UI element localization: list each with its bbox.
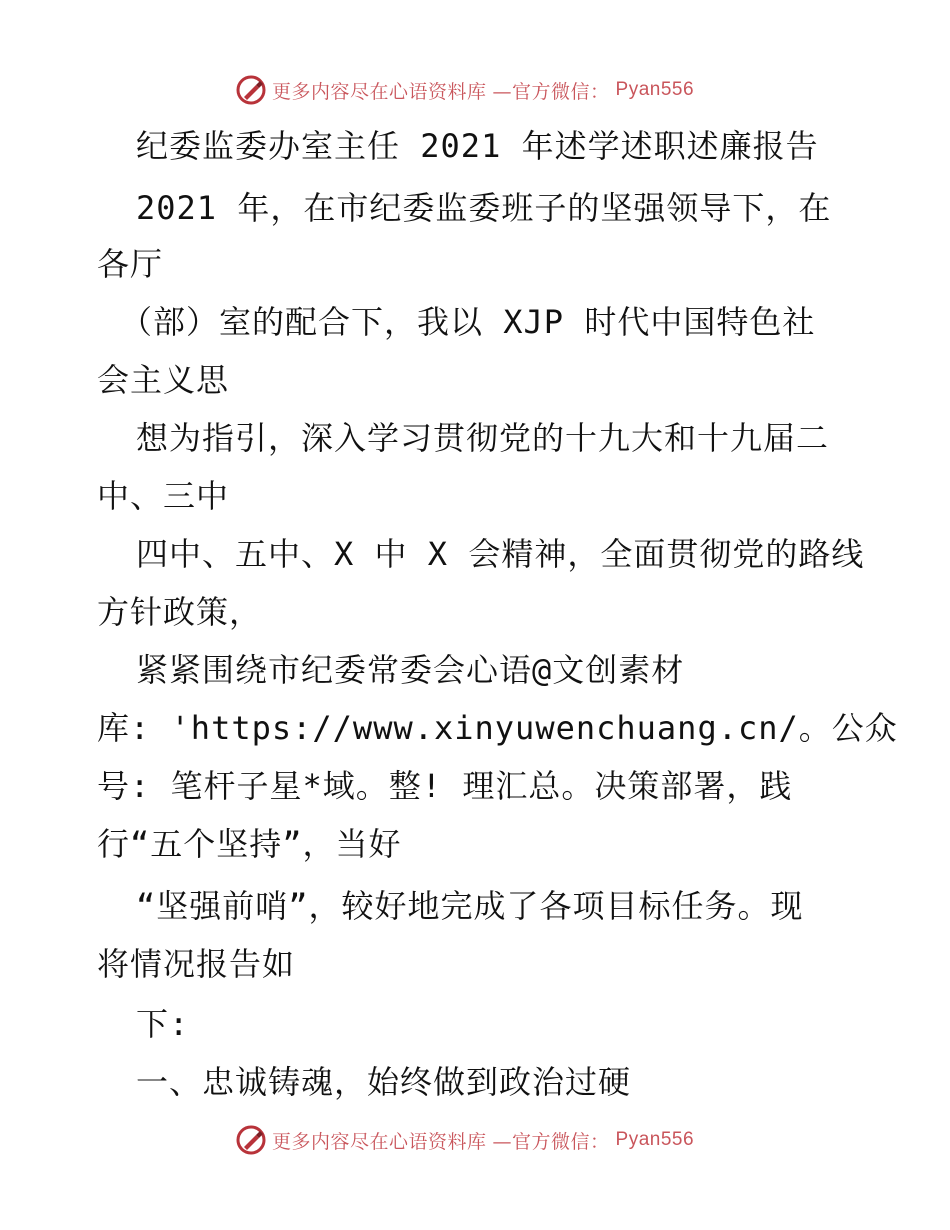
paragraph-line: 会主义思 [97,361,230,399]
banner-text: 更多内容尽在心语资料库 [272,80,487,103]
paragraph-line: “坚强前哨”，较好地完成了各项目标任务。现 [136,887,804,925]
banner-wechat-label: —官方微信： [492,1130,610,1153]
paragraph-line: 号: 笔杆子星*域。整! 理汇总。决策部署，践 [97,767,793,805]
paragraph-line: 行“五个坚持”，当好 [97,825,402,863]
section-heading: 一、忠诚铸魂，始终做到政治过硬 [136,1063,632,1101]
banner-text: 更多内容尽在心语资料库 [272,1130,487,1153]
paragraph-line: （部）室的配合下，我以 XJP 时代中国特色社 [120,303,816,341]
document-title: 纪委监委办室主任 2021 年述学述职述廉报告 [136,127,819,165]
pen-logo-icon [236,1125,266,1155]
banner-wechat-label: —官方微信： [492,80,610,103]
header-banner [0,70,950,110]
banner-wechat-id: Pyan556 [615,1129,695,1150]
paragraph-line: 下: [136,1005,190,1043]
paragraph-line: 将情况报告如 [97,945,296,983]
paragraph-line: 2021 年，在市纪委监委班子的坚强领导下，在 [136,189,832,227]
paragraph-line: 库: 'https://www.xinyuwenchuang.cn/。公众 [97,709,898,747]
paragraph-line: 方针政策， [97,593,263,631]
pen-logo-icon [236,75,266,105]
paragraph-line: 中、三中 [97,477,230,515]
paragraph-line: 紧紧围绕市纪委常委会心语@文创素材 [136,651,685,689]
paragraph-line: 各厅 [97,245,164,283]
paragraph-line: 四中、五中、X 中 X 会精神，全面贯彻党的路线 [136,535,865,573]
paragraph-line: 想为指引，深入学习贯彻党的十九大和十九届二 [136,419,830,457]
banner-wechat-id: Pyan556 [615,79,695,100]
footer-banner [0,1120,950,1160]
